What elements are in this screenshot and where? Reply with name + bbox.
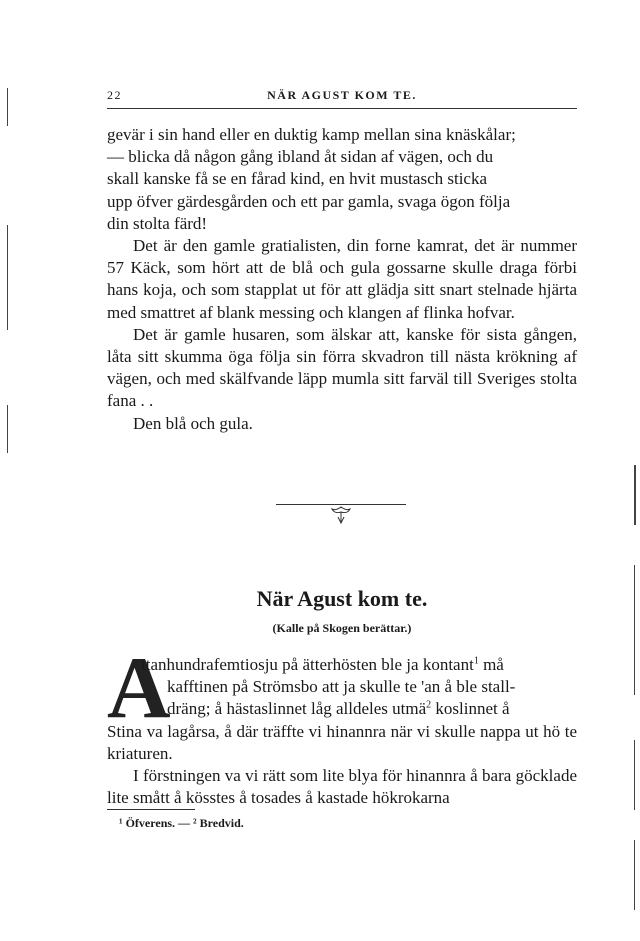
- scan-edge-mark: [7, 88, 8, 126]
- scan-edge-mark: [7, 405, 8, 453]
- scan-edge-mark: [634, 840, 635, 910]
- text-line: kafftinen på Strömsbo att ja skulle te 'an å ble stall-: [167, 677, 516, 697]
- text-line: gevär i sin hand eller en duktig kamp mellan sina knäskålar;: [107, 125, 516, 144]
- poem-body: [107, 124, 577, 435]
- story-body: [107, 640, 577, 809]
- text-line: — blicka då någon gång ibland åt sidan af vägen, och du: [107, 147, 494, 167]
- section-divider: [276, 497, 406, 527]
- scan-edge-mark: [634, 465, 636, 525]
- scan-edge-mark: [7, 225, 8, 330]
- footnote-marker: 2: [426, 699, 432, 711]
- footnote-marker: 1: [473, 655, 479, 667]
- paragraph: I förstningen va vi rätt som lite blya för hinannra å bara göcklade lite smått å kösstes å tosades å kastade hökrokarna: [107, 766, 577, 808]
- text-line: din stolta färd!: [107, 213, 208, 233]
- line-text: dräng; å hästaslinnet låg alldeles utmä: [167, 699, 427, 719]
- header-rule: [107, 108, 577, 109]
- fleuron-icon: [331, 505, 351, 525]
- text-line: skall kanske få se en fårad kind, en hvit mustasch sticka: [107, 169, 488, 189]
- text-line: upp öfver gärdesgården och ett par gamla, svaga ögon följa: [107, 191, 511, 211]
- drop-cap: A: [107, 640, 171, 737]
- line-text: koslinnet å: [431, 699, 510, 719]
- footnotes: ¹ Öfverens. — ² Bredvid.: [119, 816, 244, 830]
- scan-edge-mark: [634, 565, 635, 695]
- story-subtitle: (Kalle på Skogen berättar.): [272, 621, 412, 635]
- running-title: NÄR AGUST KOM TE.: [267, 88, 417, 102]
- paragraph: Den blå och gula.: [133, 413, 253, 433]
- paragraph: Det är gamle husaren, som älskar att, kanske för sista gången, låta sitt skumma öga följa sin förra skvadron till nästa krökning af vägen, och med skälfvande läpp mumla sitt farväl till Sveriges stolta fana . .: [107, 324, 577, 411]
- line-text: ttanhundrafemtiosju på ätterhösten ble ja kontant: [141, 655, 474, 674]
- footnote-rule: [107, 809, 195, 810]
- paragraph: Det är den gamle gratialisten, din forne kamrat, det är nummer 57 Käck, som hört att de blå och gula gossarne skulle draga förbi hans koja, och som stapplat ut för att glädja sitt snart stelnade hjärta med smattret af blank messing och klangen af flinka hofvar.: [107, 236, 577, 322]
- line-text: må: [478, 655, 504, 674]
- scan-edge-mark: [634, 740, 635, 810]
- text-line: [107, 698, 577, 720]
- story-title: När Agust kom te.: [256, 586, 428, 611]
- paragraph: Stina va lagårsa, å där träffte vi hinannra när vi skulle nappa ut hö te kriaturen.: [107, 721, 577, 763]
- text-line: [107, 654, 577, 676]
- page-number: 22: [107, 88, 122, 102]
